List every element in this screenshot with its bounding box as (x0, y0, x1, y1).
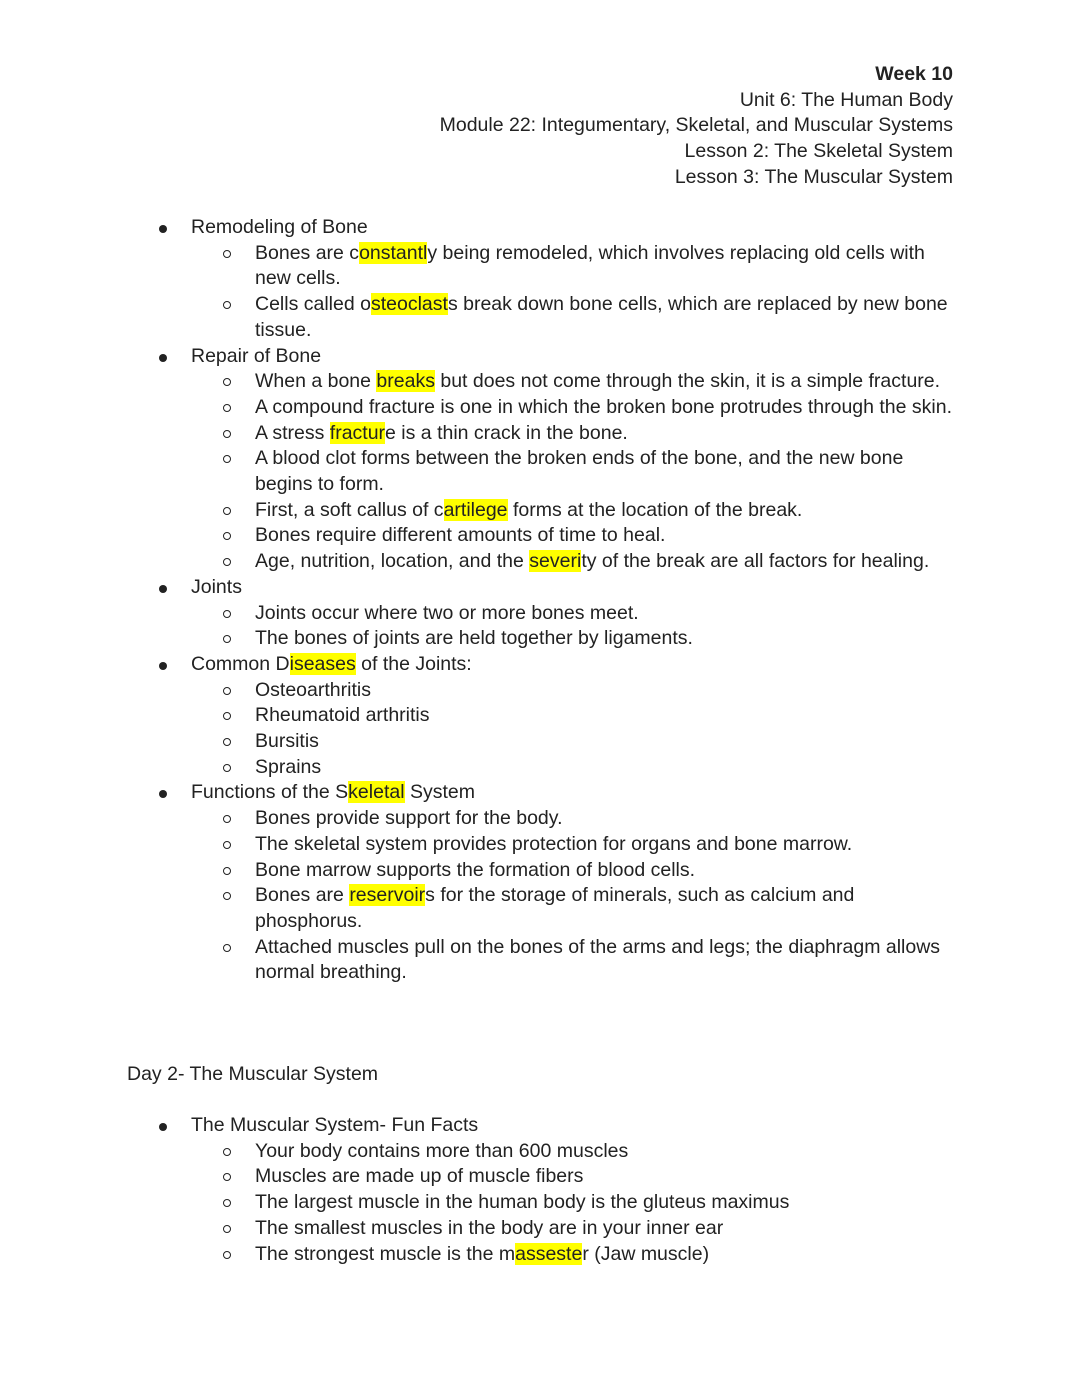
list-item: A compound fracture is one in which the broken bone protrudes through the skin. (0, 395, 1080, 421)
highlight: fractur (329, 421, 386, 444)
joints-heading: Joints (0, 575, 1080, 601)
highlight: artilege (443, 498, 508, 521)
list-item: Age, nutrition, location, and the severity of the break are all factors for healing. (0, 549, 1080, 575)
list-item: Bone marrow supports the formation of blood cells. (0, 858, 1080, 884)
list-item: First, a soft callus of cartilege forms at the location of the break. (0, 498, 1080, 524)
list-item: When a bone breaks but does not come through the skin, it is a simple fracture. (0, 369, 1080, 395)
list-item: Bones are reservoirs for the storage of minerals, such as calcium and phosphorus. (0, 883, 1080, 934)
remodeling-heading: Remodeling of Bone (0, 215, 1080, 241)
lesson-3-label: Lesson 3: The Muscular System (674, 165, 953, 188)
highlight: onstantl (359, 241, 428, 264)
functions-heading: Functions of the Skeletal System (0, 780, 1080, 806)
day-2-heading: Day 2- The Muscular System (127, 1063, 379, 1085)
list-item: Sprains (0, 755, 1080, 781)
unit-label: Unit 6: The Human Body (739, 88, 953, 111)
list-item: Osteoarthritis (0, 678, 1080, 704)
list-item: Cells called osteoclasts break down bone cells, which are replaced by new bone tissue. (0, 292, 1080, 343)
muscular-notes (0, 1113, 1080, 1267)
skeletal-notes (0, 215, 1080, 986)
list-item: Bones require different amounts of time to heal. (0, 523, 1080, 549)
list-item: A blood clot forms between the broken ends of the bone, and the new bone begins to form. (0, 446, 1080, 497)
highlight: iseases (289, 652, 356, 675)
list-item: Your body contains more than 600 muscles (0, 1139, 1080, 1165)
list-item: The strongest muscle is the massester (Jaw muscle) (0, 1242, 1080, 1268)
lesson-2-label: Lesson 2: The Skeletal System (684, 140, 953, 163)
highlight: severi (529, 550, 582, 573)
week-label: Week 10 (875, 63, 953, 85)
list-item: Rheumatoid arthritis (0, 703, 1080, 729)
document-header (440, 62, 953, 191)
diseases-heading: Common Diseases of the Joints: (0, 652, 1080, 678)
list-item: Joints occur where two or more bones meet. (0, 601, 1080, 627)
list-item: Attached muscles pull on the bones of the arms and legs; the diaphragm allows normal breathing. (0, 935, 1080, 986)
list-item: Muscles are made up of muscle fibers (0, 1164, 1080, 1190)
list-item: The skeletal system provides protection for organs and bone marrow. (0, 832, 1080, 858)
highlight: asseste (515, 1242, 583, 1265)
list-item: Bursitis (0, 729, 1080, 755)
list-item: Bones provide support for the body. (0, 806, 1080, 832)
list-item: The bones of joints are held together by ligaments. (0, 626, 1080, 652)
highlight: steoclast (370, 293, 448, 316)
list-item: Bones are constantly being remodeled, which involves replacing old cells with new cells. (0, 241, 1080, 292)
highlight: reservoir (349, 884, 426, 907)
list-item: The smallest muscles in the body are in your inner ear (0, 1216, 1080, 1242)
repair-heading: Repair of Bone (0, 344, 1080, 370)
list-item: A stress fracture is a thin crack in the bone. (0, 421, 1080, 447)
list-item: The largest muscle in the human body is the gluteus maximus (0, 1190, 1080, 1216)
highlight: keletal (348, 781, 405, 804)
muscular-heading: The Muscular System- Fun Facts (0, 1113, 1080, 1139)
highlight: breaks (376, 370, 435, 393)
module-label: Module 22: Integumentary, Skeletal, and Muscular Systems (439, 114, 953, 137)
